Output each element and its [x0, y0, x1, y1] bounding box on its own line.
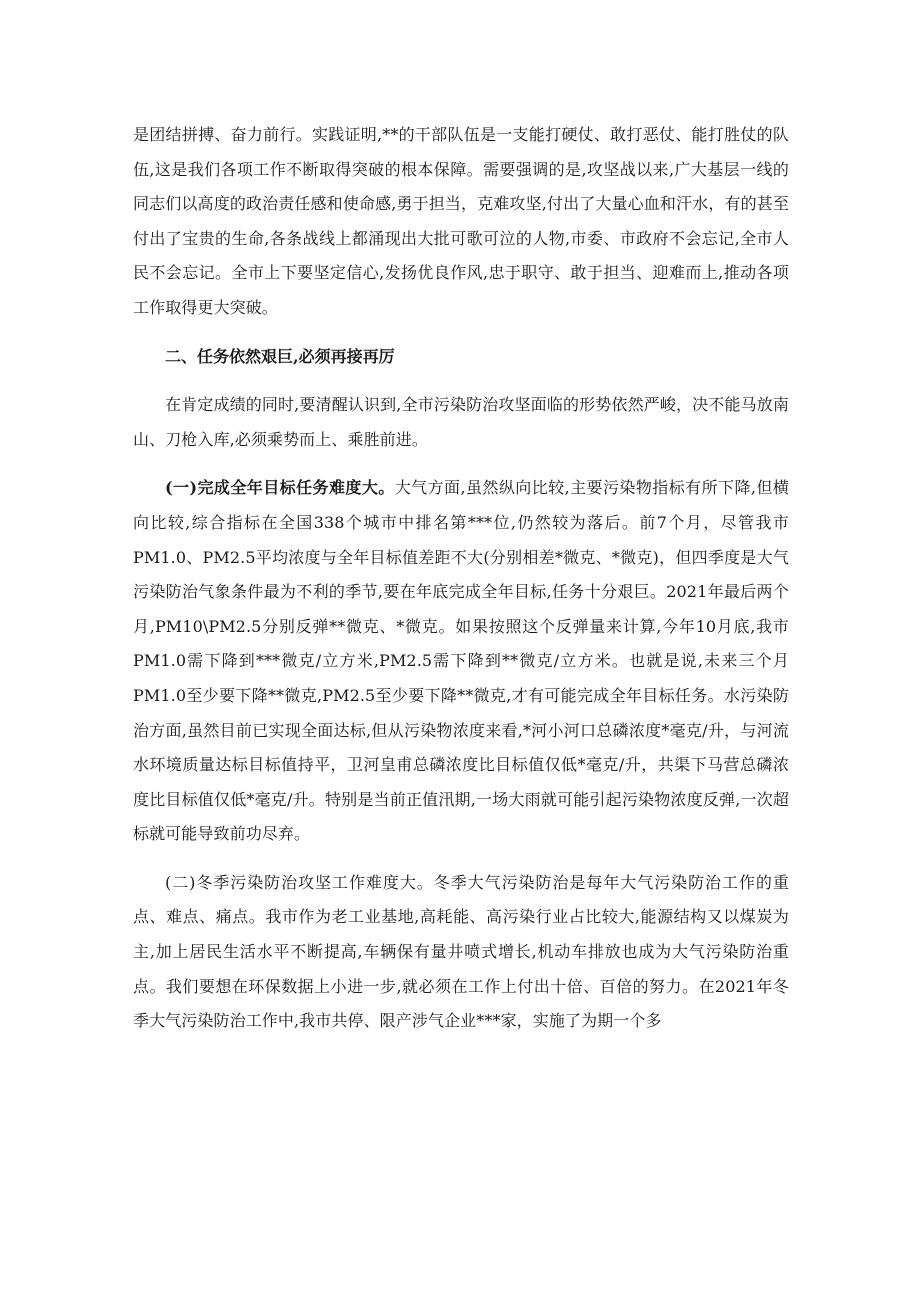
paragraph-annual-targets [133, 471, 789, 852]
paragraph-situation: 在肯定成绩的同时,要清醒认识到,全市污染防治攻坚面临的形势依然严峻，决不能马放南山、刀枪入库,必须乘势而上、乘胜前进。 [133, 395, 789, 449]
paragraph-annual-targets-lead: (一)完成全年目标任务难度大。 [165, 478, 395, 498]
paragraph-achievements: 是团结拼搏、奋力前行。实践证明,**的干部队伍是一支能打硬仗、敢打恶仗、能打胜仗的队伍,这是我们各项工作不断取得突破的根本保障。需要强调的是,攻坚战以来,广大基层一线的同志们以高度的政治责任感和使命感,勇于担当，克难攻坚,付出了大量心血和汗水，有的甚至付出了宝贵的生命,各条战线上都涌现出大批可歌可泣的人物,市委、市政府不会忘记,全市人民不会忘记。全市上下要坚定信心,发扬优良作风,忠于职守、敢于担当、迎难而上,推动各项工作取得更大突破。 [133, 125, 789, 317]
paragraph-annual-targets-body: 大气方面,虽然纵向比较,主要污染物指标有所下降,但横向比较,综合指标在全国338个城市中排名第***位,仍然较为落后。前7个月，尽管我市PM1.0、PM2.5平均浓度与全年目标值差距不大(分别相差*微克、*微克)，但四季度是大气污染防治气象条件最为不利的季节,要在年底完成全年目标,任务十分艰巨。2021年最后两个月,PM10\PM2.5分别反弹**微克、*微克。如果按照这个反弹量来计算,今年10月底,我市PM1.0需下降到***微克/立方米,PM2.5需下降到**微克/立方米。也就是说,未来三个月PM1.0至少要下降**微克,PM2.5至少要下降**微克,才有可能完成全年目标任务。水污染防治方面,虽然目前已实现全面达标,但从污染物浓度来看,*河小河口总磷浓度*毫克/升，与河流水环境质量达标目标值持平，卫河皇甫总磷浓度比目标值仅低*毫克/升，共渠下马营总磷浓度比目标值仅低*毫克/升。特别是当前正值汛期,一场大雨就可能引起污染物浓度反弹,一次超标就可能导致前功尽弃。 [133, 478, 789, 844]
document-page [133, 118, 789, 1039]
paragraph-winter-pollution: (二)冬季污染防治攻坚工作难度大。冬季大气污染防治是每年大气污染防治工作的重点、难点、痛点。我市作为老工业基地,高耗能、高污染行业占比较大,能源结构又以煤炭为主,加上居民生活水平不断提高,车辆保有量井喷式增长,机动车排放也成为大气污染防治重点。我们要想在环保数据上小进一步,就必须在工作上付出十倍、百倍的努力。在2021年冬季大气污染防治工作中,我市共停、限产涉气企业***家，实施了为期一个多 [133, 872, 789, 1031]
section-heading-tasks: 二、任务依然艰巨,必须再接再厉 [165, 346, 395, 366]
